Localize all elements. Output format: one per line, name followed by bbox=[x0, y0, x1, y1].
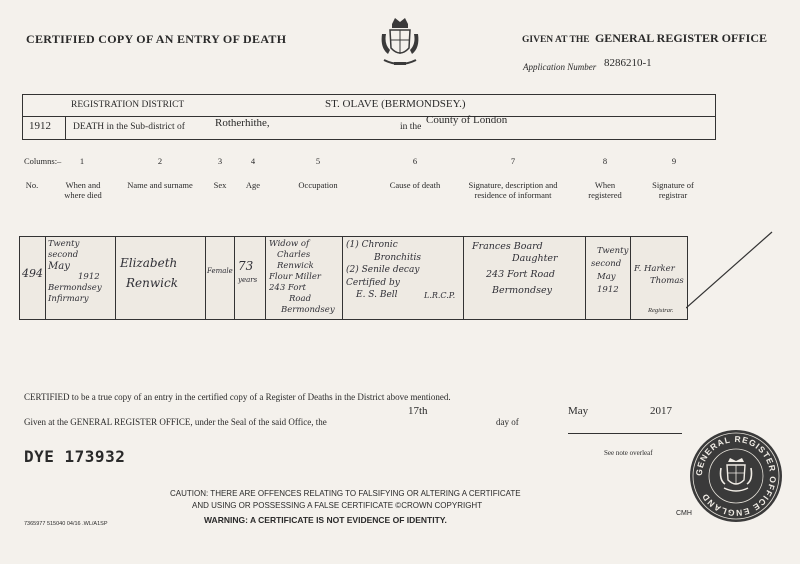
entry-name bbox=[120, 253, 178, 293]
print-code: 7365977 515040 04/16 .WL/A1SP bbox=[24, 521, 108, 527]
column-number-4: 4 bbox=[250, 156, 256, 166]
hand-line: May bbox=[48, 261, 70, 272]
column-number-6: 6 bbox=[412, 156, 418, 166]
heading-text: Sex bbox=[213, 180, 227, 190]
hand-line: Renwick bbox=[126, 276, 178, 290]
column-number-3: 3 bbox=[217, 156, 223, 166]
see-note-overleaf: See note overleaf bbox=[604, 449, 653, 457]
hand-line: second bbox=[48, 250, 79, 260]
caution-line-1: CAUTION: THERE ARE OFFENCES RELATING TO FALSIFYING OR ALTERING A CERTIFICATE bbox=[170, 489, 521, 498]
certification-day-of: day of bbox=[496, 417, 519, 427]
entry-informant bbox=[472, 239, 558, 299]
heading-text: Name and surname bbox=[127, 180, 193, 190]
entry-registrar bbox=[634, 263, 684, 287]
heading-text: Signature of registrar bbox=[652, 180, 694, 201]
entry-occupation bbox=[269, 239, 335, 316]
hand-line: Bronchitis bbox=[374, 252, 421, 263]
hand-line: (1) Chronic bbox=[346, 240, 398, 250]
column-heading-registrar bbox=[640, 180, 706, 200]
given-at-line bbox=[522, 31, 767, 46]
county-value: County of London bbox=[426, 114, 508, 126]
caution-line-2: AND USING OR POSSESSING A FALSE CERTIFICATE ©CROWN COPYRIGHT bbox=[192, 501, 483, 510]
column-number-2: 2 bbox=[157, 156, 163, 166]
given-at-office: GENERAL REGISTER OFFICE bbox=[594, 31, 768, 45]
hand-line: 1912 bbox=[597, 285, 619, 295]
given-at-prefix: GIVEN AT THE bbox=[522, 35, 590, 45]
hand-line: Infirmary bbox=[48, 294, 89, 304]
column-number-7: 7 bbox=[510, 156, 516, 166]
certification-month: May bbox=[568, 405, 589, 417]
certificate-title: CERTIFIED COPY OF AN ENTRY OF DEATH bbox=[26, 32, 287, 46]
hand-line: Bermondsey bbox=[48, 283, 102, 293]
in-the-label: in the bbox=[400, 122, 422, 132]
gro-seal-icon bbox=[688, 428, 784, 524]
district-label: REGISTRATION DISTRICT bbox=[71, 100, 185, 110]
entry-sex: Female bbox=[207, 267, 233, 275]
hand-line: 243 Fort Road bbox=[486, 269, 555, 280]
entry-age bbox=[238, 259, 257, 287]
column-heading-when-where bbox=[58, 180, 108, 200]
hand-line: Renwick bbox=[277, 261, 314, 271]
hand-line: years bbox=[238, 276, 258, 284]
hand-line: Widow of bbox=[269, 239, 310, 249]
heading-text: Signature, description and residence of informant bbox=[468, 180, 558, 201]
certification-line-2: Given at the GENERAL REGISTER OFFICE, under the Seal of the said Office, the bbox=[24, 417, 327, 427]
heading-text: When and where died bbox=[64, 180, 102, 201]
entry-when-registered bbox=[589, 245, 628, 297]
columns-label: Columns:– bbox=[24, 156, 62, 166]
column-number-5: 5 bbox=[315, 156, 321, 166]
column-number-8: 8 bbox=[602, 156, 608, 166]
column-no-heading: No. bbox=[25, 180, 39, 190]
heading-text: Occupation bbox=[298, 180, 338, 190]
hand-line: Daughter bbox=[512, 253, 558, 264]
hand-line: 73 bbox=[238, 259, 254, 273]
hand-line: Elizabeth bbox=[120, 256, 178, 270]
hand-line: Road bbox=[289, 294, 312, 304]
royal-crest-icon bbox=[378, 14, 422, 78]
registration-box bbox=[22, 94, 716, 140]
entry-when-where bbox=[48, 239, 102, 305]
certification-year: 2017 bbox=[650, 405, 672, 417]
registration-year: 1912 bbox=[29, 120, 51, 132]
hand-line: Bermondsey bbox=[492, 285, 552, 296]
entry-number: 494 bbox=[22, 267, 43, 280]
hand-line: E. S. Bell bbox=[356, 290, 398, 300]
column-heading-name bbox=[118, 180, 202, 190]
signature-rule bbox=[568, 433, 682, 434]
column-number-1: 1 bbox=[79, 156, 85, 166]
seal-text: GENERAL REGISTER OFFICE ENGLAND bbox=[693, 433, 779, 519]
serial-number: DYE 173932 bbox=[24, 447, 126, 466]
hand-line: 243 Fort bbox=[269, 283, 306, 293]
registrar-caption: Registrar. bbox=[648, 307, 674, 314]
column-heading-cause bbox=[375, 180, 455, 190]
column-heading-sex bbox=[208, 180, 232, 190]
column-heading-informant bbox=[460, 180, 566, 200]
hand-line: Frances Board bbox=[472, 241, 543, 252]
hand-line: Charles bbox=[277, 250, 311, 260]
hand-line: Certified by bbox=[346, 277, 400, 288]
certification-line-1: CERTIFIED to be a true copy of an entry in the certified copy of a Register of Deaths in the District above mentioned. bbox=[24, 392, 451, 402]
subdistrict-label: DEATH in the Sub-district of bbox=[73, 122, 185, 132]
hand-line: Thomas bbox=[650, 276, 684, 286]
warning-line: WARNING: A CERTIFICATE IS NOT EVIDENCE OF IDENTITY. bbox=[204, 515, 447, 525]
district-value: ST. OLAVE (BERMONDSEY.) bbox=[325, 98, 466, 110]
column-heading-when-registered bbox=[580, 180, 630, 200]
certification-day: 17th bbox=[408, 405, 428, 417]
hand-line: Bermondsey bbox=[281, 305, 335, 315]
application-label: Application Number bbox=[523, 62, 597, 72]
hand-line: F. Harker bbox=[634, 264, 675, 274]
heading-text: Cause of death bbox=[389, 180, 441, 190]
heading-text: When registered bbox=[588, 180, 622, 201]
cmh-mark: CMH bbox=[676, 510, 692, 517]
hand-line: Twenty bbox=[48, 239, 80, 249]
hand-line: (2) Senile decay bbox=[346, 265, 420, 275]
diagonal-rule bbox=[686, 230, 776, 310]
hand-line: Twenty bbox=[597, 246, 629, 256]
entry-cause bbox=[346, 239, 455, 302]
hand-line: second bbox=[591, 259, 622, 269]
application-number: 8286210-1 bbox=[604, 57, 652, 69]
hand-line: May bbox=[597, 272, 616, 282]
hand-line: L.R.C.P. bbox=[424, 290, 456, 300]
hand-line: Flour Miller bbox=[269, 272, 321, 282]
heading-text: Age bbox=[245, 180, 261, 190]
column-number-9: 9 bbox=[671, 156, 677, 166]
entry-row bbox=[19, 236, 688, 320]
column-heading-age bbox=[241, 180, 265, 190]
hand-line: 1912 bbox=[78, 272, 100, 282]
column-heading-occupation bbox=[283, 180, 353, 190]
subdistrict-value: Rotherhithe, bbox=[215, 117, 270, 129]
